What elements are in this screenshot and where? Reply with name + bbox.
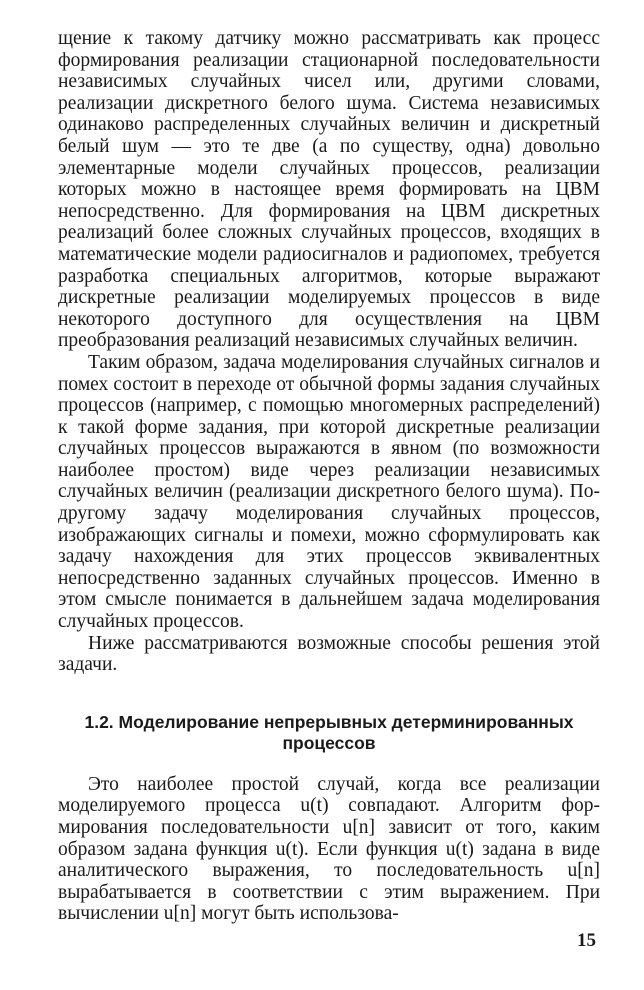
page-number: 15 (577, 930, 596, 951)
paragraph-4: Это наиболее простой случай, когда все реализации моделируемого процесса u(t) совпадают. Алгоритм формирования последовательности u[n] зависит от того, каким образом задана функция u(t). Если функция u(t) задана в виде аналитического выражения, то последовательность u[n] вырабатывается в соответствии с этим выражением. При вычислении u[n] могут быть использова- (58, 773, 600, 925)
section-title-line-1: Моделирование непрерывных детерминированных (118, 711, 574, 732)
paragraph-3: Ниже рассматриваются возможные способы решения этой задачи. (58, 632, 600, 676)
section-heading (58, 712, 600, 754)
page-content (58, 28, 600, 925)
section-heading-line-1 (58, 712, 600, 733)
section-title-line-2: процессов (282, 732, 376, 753)
paragraph-1: щение к такому датчику можно рассматривать как процесс формирования реализации стационарной последовательности независимых случайных чисел или, другими словами, реализации дискретного белого шума. Система независимых одинаково распределенных случайных величин и дискретный белый шум — это те две (а по существу, одна) довольно элементарные модели случайных процессов, реализации которых можно в настоящее время формировать на ЦВМ непосредственно. Для формирования на ЦВМ дискретных реализаций более сложных случайных процессов, входящих в математические модели радиосигналов и радиопомех, требуется разработка специальных алгоритмов, которые выражают дискретные реализации моделируемых процессов в виде некоторого доступного для осуществления на ЦВМ преобразования реализаций независимых случайных величин. (58, 28, 600, 352)
section-number: 1.2. (84, 711, 114, 732)
paragraph-2: Таким образом, задача моделирования случайных сигналов и помех состоит в переходе от обычной формы задания случайных процессов (например, с помощью многомерных распределений) к такой форме задания, при которой дискретные реализации случайных процессов выражаются в явном (по возможности наиболее простом) виде через реализации независимых случайных величин (реализации дискретного белого шума). По-другому задачу моделирования случайных процессов, изображающих сигналы и помехи, можно сформулировать как задачу нахождения для этих процессов эквивалентных непосредственно заданных случайных процессов. Именно в этом смысле понимается в дальнейшем задача моделирования случайных процессов. (58, 351, 600, 633)
